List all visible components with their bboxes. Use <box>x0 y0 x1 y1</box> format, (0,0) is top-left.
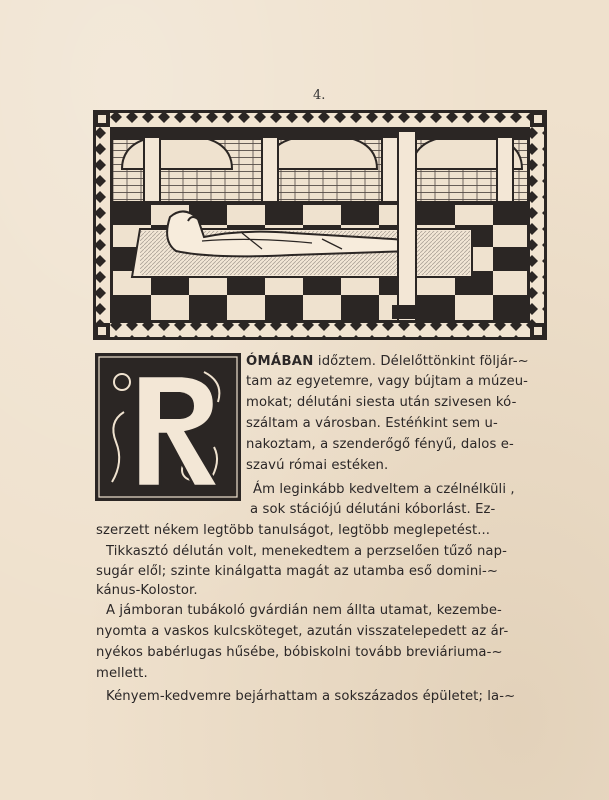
drop-cap-initial <box>94 352 242 502</box>
text-line <box>96 581 198 602</box>
line-text: száltam a városban. Estéńkint sem u- <box>246 416 498 431</box>
text-line <box>96 622 508 643</box>
text-line <box>246 435 514 456</box>
opening-word: ÓMÁBAN <box>246 354 314 369</box>
line-text: nakoztam, a szenderőgő fényű, dalos e- <box>246 437 514 452</box>
text-line <box>246 456 388 477</box>
text-line <box>250 500 495 521</box>
line-text: A jámboran tubákoló gvárdián nem állta utamat, kezembe- <box>106 603 502 618</box>
text-line <box>253 480 515 501</box>
text-line <box>246 414 498 435</box>
text-line <box>96 562 498 583</box>
line-text: Ám leginkább kedveltem a czélnélküli , <box>253 482 515 497</box>
line-text: Kényem-kedvemre bejárhattam a sokszázados épületet; la-~ <box>106 689 516 704</box>
line-text: sugár elől; szinte kinálgatta magát az utamba eső domini-~ <box>96 564 499 579</box>
line-text: mellett. <box>96 666 148 681</box>
text-line <box>246 372 528 393</box>
line-text: mokat; délutáni siesta után szivesen kó- <box>246 395 517 410</box>
text-line <box>96 643 503 664</box>
text-line <box>106 542 507 563</box>
line-text: a sok stációjú délutáni kóborlást. Ez- <box>250 502 496 517</box>
text-line <box>106 687 515 708</box>
text-line <box>246 352 529 373</box>
text-line <box>246 393 516 414</box>
line-text: tam az egyetemre, vagy bújtam a múzeu- <box>246 374 529 389</box>
line-text: Tikkasztó délután volt, menekedtem a perzselően tűző nap- <box>106 544 507 559</box>
page-number: 4. <box>313 88 326 103</box>
woodcut-illustration <box>92 109 548 341</box>
text-line <box>106 601 502 622</box>
line-text: szerzett nékem legtöbb tanulságot, legtöbb meglepetést... <box>96 523 491 538</box>
line-text: időztem. Délelőttönkint följár-~ <box>313 354 529 369</box>
line-text: nyékos babérlugas hűsébe, bóbiskolni tovább breviáriuma-~ <box>96 645 503 660</box>
text-line <box>96 521 490 542</box>
drop-cap-letter: R <box>168 452 169 453</box>
line-text: szavú római estéken. <box>246 458 389 473</box>
line-text: kánus-Kolostor. <box>96 583 198 598</box>
line-text: nyomta a vaskos kulcsköteget, azután visszatelepedett az ár- <box>96 624 509 639</box>
text-line <box>96 664 148 685</box>
